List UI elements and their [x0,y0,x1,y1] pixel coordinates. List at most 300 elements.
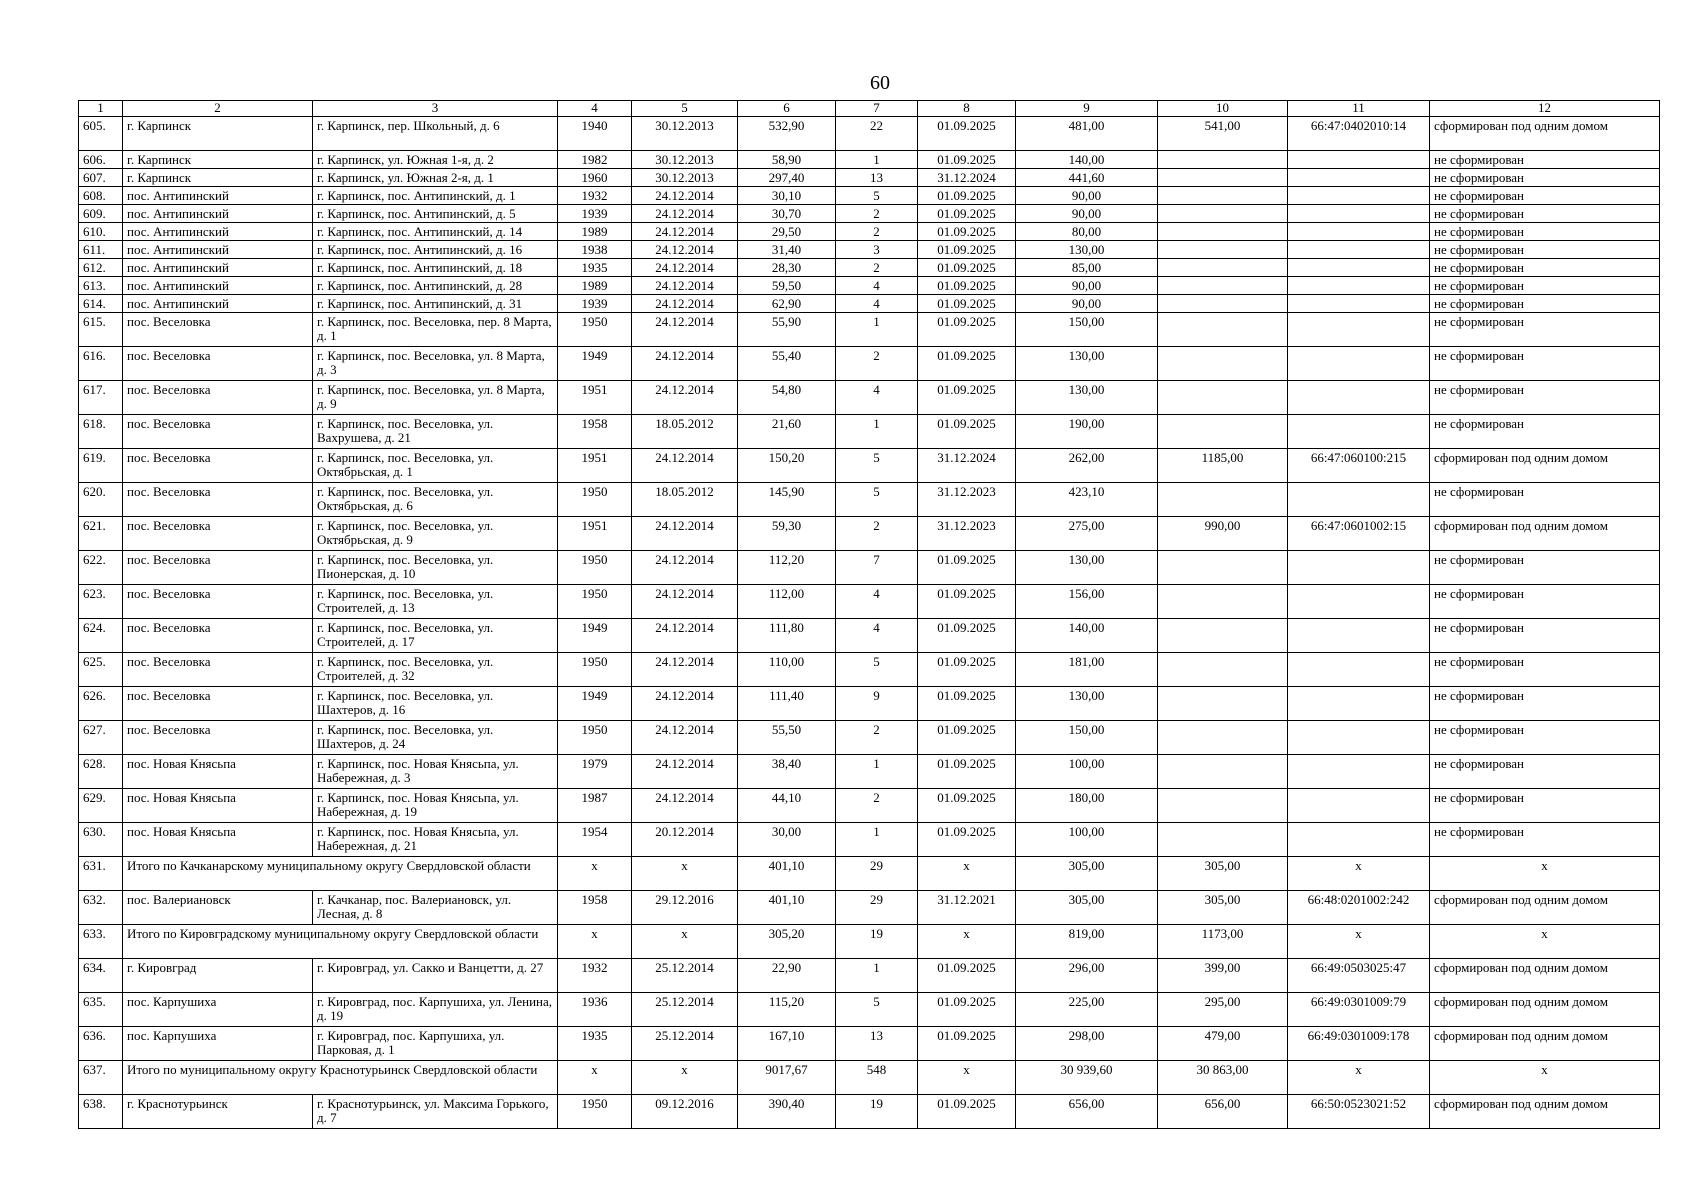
year-cell: 1951 [558,449,632,483]
area-cell: 112,20 [738,551,836,585]
deadline-cell: 01.09.2025 [918,823,1016,857]
residents-cell: 1 [836,755,918,789]
row-number-cell: 617. [79,381,123,415]
area-cell: 401,10 [738,857,836,891]
cadastral-number-cell: x [1288,925,1430,959]
row-number-cell: 607. [79,169,123,187]
cadastral-number-cell [1288,721,1430,755]
cadastral-number-cell [1288,381,1430,415]
value-col10-cell [1158,483,1288,517]
year-cell: 1936 [558,993,632,1027]
row-number-cell: 635. [79,993,123,1027]
area-cell: 297,40 [738,169,836,187]
column-header: 6 [738,101,836,117]
row-number-cell: 616. [79,347,123,381]
value-col9-cell: 130,00 [1016,381,1158,415]
address-cell: г. Карпинск, пос. Антипинский, д. 5 [313,205,558,223]
area-cell: 390,40 [738,1095,836,1129]
value-col10-cell: 305,00 [1158,891,1288,925]
value-col10-cell [1158,223,1288,241]
cadastral-number-cell: 66:47:060100:215 [1288,449,1430,483]
land-plot-status-cell: не сформирован [1430,169,1660,187]
residents-cell: 1 [836,313,918,347]
total-label-cell: Итого по Кировградскому муниципальному округу Свердловской области [123,925,558,959]
area-cell: 167,10 [738,1027,836,1061]
land-plot-status-cell: сформирован под одним домом [1430,449,1660,483]
deadline-cell: x [918,857,1016,891]
table-row [79,205,1660,223]
settlement-cell: пос. Веселовка [123,653,313,687]
land-plot-status-cell: не сформирован [1430,483,1660,517]
value-col10-cell [1158,619,1288,653]
value-col9-cell: 296,00 [1016,959,1158,993]
deadline-cell: 31.12.2021 [918,891,1016,925]
value-col10-cell [1158,241,1288,259]
settlement-cell: пос. Антипинский [123,187,313,205]
row-number-cell: 608. [79,187,123,205]
residents-cell: 2 [836,347,918,381]
residents-cell: 1 [836,823,918,857]
table-row [79,223,1660,241]
deadline-cell: 01.09.2025 [918,187,1016,205]
land-plot-status-cell: не сформирован [1430,415,1660,449]
year-cell: 1989 [558,277,632,295]
table-row [79,415,1660,449]
address-cell: г. Карпинск, пос. Антипинский, д. 28 [313,277,558,295]
settlement-cell: пос. Антипинский [123,259,313,277]
year-cell: 1939 [558,295,632,313]
year-cell: 1935 [558,259,632,277]
deadline-cell: 01.09.2025 [918,789,1016,823]
year-cell: 1932 [558,187,632,205]
cadastral-number-cell [1288,653,1430,687]
value-col10-cell [1158,313,1288,347]
value-col10-cell [1158,295,1288,313]
residents-cell: 5 [836,187,918,205]
deadline-cell: 01.09.2025 [918,151,1016,169]
table-row [79,241,1660,259]
area-cell: 29,50 [738,223,836,241]
address-cell: г. Карпинск, пос. Антипинский, д. 16 [313,241,558,259]
settlement-cell: пос. Веселовка [123,585,313,619]
value-col10-cell [1158,259,1288,277]
address-cell: г. Карпинск, пос. Веселовка, ул. Шахтеров, д. 24 [313,721,558,755]
residents-cell: 29 [836,891,918,925]
column-header: 11 [1288,101,1430,117]
land-plot-status-cell: сформирован под одним домом [1430,891,1660,925]
area-cell: 305,20 [738,925,836,959]
address-cell: г. Карпинск, ул. Южная 2-я, д. 1 [313,169,558,187]
row-number-cell: 638. [79,1095,123,1129]
area-cell: 111,80 [738,619,836,653]
deadline-cell: 01.09.2025 [918,687,1016,721]
year-cell: x [558,925,632,959]
row-number-cell: 629. [79,789,123,823]
column-header: 1 [79,101,123,117]
settlement-cell: пос. Веселовка [123,381,313,415]
deadline-cell: 01.09.2025 [918,295,1016,313]
value-col9-cell: 305,00 [1016,857,1158,891]
land-plot-status-cell: не сформирован [1430,653,1660,687]
date-cell: 24.12.2014 [632,259,738,277]
row-number-cell: 633. [79,925,123,959]
residents-cell: 9 [836,687,918,721]
row-number-cell: 623. [79,585,123,619]
date-cell: 30.12.2013 [632,117,738,151]
settlement-cell: г. Кировград [123,959,313,993]
land-plot-status-cell: не сформирован [1430,755,1660,789]
land-plot-status-cell: сформирован под одним домом [1430,1027,1660,1061]
cadastral-number-cell: x [1288,1061,1430,1095]
deadline-cell: 01.09.2025 [918,223,1016,241]
settlement-cell: пос. Веселовка [123,347,313,381]
date-cell: 24.12.2014 [632,687,738,721]
area-cell: 58,90 [738,151,836,169]
settlement-cell: пос. Антипинский [123,223,313,241]
settlement-cell: пос. Веселовка [123,415,313,449]
residents-cell: 19 [836,925,918,959]
residents-cell: 2 [836,223,918,241]
cadastral-number-cell: 66:49:0301009:79 [1288,993,1430,1027]
area-cell: 44,10 [738,789,836,823]
column-header: 2 [123,101,313,117]
area-cell: 55,90 [738,313,836,347]
settlement-cell: пос. Веселовка [123,551,313,585]
address-cell: г. Карпинск, пос. Веселовка, ул. Строителей, д. 13 [313,585,558,619]
deadline-cell: 31.12.2023 [918,517,1016,551]
land-plot-status-cell: не сформирован [1430,241,1660,259]
land-plot-status-cell: не сформирован [1430,347,1660,381]
date-cell: x [632,1061,738,1095]
year-cell: 1950 [558,313,632,347]
row-number-cell: 620. [79,483,123,517]
residents-cell: 4 [836,381,918,415]
settlement-cell: пос. Веселовка [123,687,313,721]
date-cell: 25.12.2014 [632,1027,738,1061]
area-cell: 532,90 [738,117,836,151]
deadline-cell: 01.09.2025 [918,205,1016,223]
address-cell: г. Карпинск, пос. Веселовка, ул. Октябрьская, д. 6 [313,483,558,517]
land-plot-status-cell: не сформирован [1430,259,1660,277]
deadline-cell: 01.09.2025 [918,755,1016,789]
table-row [79,585,1660,619]
year-cell: 1951 [558,381,632,415]
table-row [79,1095,1660,1129]
value-col9-cell: 275,00 [1016,517,1158,551]
area-cell: 30,00 [738,823,836,857]
date-cell: 24.12.2014 [632,551,738,585]
settlement-cell: г. Карпинск [123,151,313,169]
cadastral-number-cell [1288,347,1430,381]
deadline-cell: 01.09.2025 [918,1095,1016,1129]
row-number-cell: 634. [79,959,123,993]
year-cell: 1950 [558,551,632,585]
area-cell: 55,40 [738,347,836,381]
value-col10-cell [1158,823,1288,857]
cadastral-number-cell [1288,295,1430,313]
cadastral-number-cell [1288,223,1430,241]
column-header: 3 [313,101,558,117]
row-number-cell: 610. [79,223,123,241]
date-cell: x [632,857,738,891]
residents-cell: 2 [836,259,918,277]
table-row [79,653,1660,687]
table-row [79,891,1660,925]
value-col10-cell [1158,381,1288,415]
date-cell: 24.12.2014 [632,619,738,653]
settlement-cell: пос. Антипинский [123,205,313,223]
residents-cell: 4 [836,295,918,313]
value-col10-cell [1158,151,1288,169]
address-cell: г. Карпинск, пос. Веселовка, ул. Пионерская, д. 10 [313,551,558,585]
cadastral-number-cell: 66:49:0503025:47 [1288,959,1430,993]
value-col10-cell [1158,551,1288,585]
cadastral-number-cell [1288,687,1430,721]
date-cell: 24.12.2014 [632,653,738,687]
land-plot-status-cell: не сформирован [1430,205,1660,223]
table-row [79,483,1660,517]
table-row [79,1027,1660,1061]
residents-cell: 7 [836,551,918,585]
value-col10-cell [1158,187,1288,205]
settlement-cell: г. Карпинск [123,169,313,187]
cadastral-number-cell [1288,415,1430,449]
housing-register-table [78,100,1660,1129]
area-cell: 9017,67 [738,1061,836,1095]
row-number-cell: 614. [79,295,123,313]
date-cell: 24.12.2014 [632,517,738,551]
deadline-cell: 01.09.2025 [918,653,1016,687]
value-col10-cell [1158,721,1288,755]
settlement-cell: пос. Новая Княсьпа [123,789,313,823]
value-col9-cell: 656,00 [1016,1095,1158,1129]
column-header: 9 [1016,101,1158,117]
value-col10-cell: 295,00 [1158,993,1288,1027]
value-col9-cell: 130,00 [1016,241,1158,259]
residents-cell: 13 [836,1027,918,1061]
value-col9-cell: 30 939,60 [1016,1061,1158,1095]
value-col9-cell: 85,00 [1016,259,1158,277]
table-row [79,259,1660,277]
date-cell: 24.12.2014 [632,205,738,223]
value-col9-cell: 90,00 [1016,295,1158,313]
year-cell: 1989 [558,223,632,241]
address-cell: г. Кировград, пос. Карпушиха, ул. Парковая, д. 1 [313,1027,558,1061]
date-cell: 24.12.2014 [632,789,738,823]
address-cell: г. Карпинск, пос. Веселовка, ул. Октябрьская, д. 1 [313,449,558,483]
residents-cell: 4 [836,277,918,295]
address-cell: г. Карпинск, пос. Новая Княсьпа, ул. Набережная, д. 3 [313,755,558,789]
land-plot-status-cell: сформирован под одним домом [1430,1095,1660,1129]
land-plot-status-cell: не сформирован [1430,551,1660,585]
value-col9-cell: 90,00 [1016,277,1158,295]
deadline-cell: 01.09.2025 [918,1027,1016,1061]
land-plot-status-cell: не сформирован [1430,295,1660,313]
column-header: 4 [558,101,632,117]
date-cell: 29.12.2016 [632,891,738,925]
address-cell: г. Карпинск, пос. Веселовка, ул. Строителей, д. 17 [313,619,558,653]
residents-cell: 3 [836,241,918,259]
value-col9-cell: 150,00 [1016,721,1158,755]
table-row [79,789,1660,823]
value-col9-cell: 156,00 [1016,585,1158,619]
residents-cell: 22 [836,117,918,151]
residents-cell: 2 [836,517,918,551]
area-cell: 28,30 [738,259,836,277]
value-col10-cell [1158,789,1288,823]
area-cell: 111,40 [738,687,836,721]
date-cell: 18.05.2012 [632,483,738,517]
year-cell: 1950 [558,585,632,619]
value-col10-cell [1158,755,1288,789]
value-col9-cell: 181,00 [1016,653,1158,687]
table-row [79,347,1660,381]
table-body [79,117,1660,1129]
row-number-cell: 627. [79,721,123,755]
residents-cell: 548 [836,1061,918,1095]
settlement-cell: пос. Карпушиха [123,993,313,1027]
year-cell: 1950 [558,1095,632,1129]
settlement-cell: пос. Новая Княсьпа [123,823,313,857]
value-col9-cell: 140,00 [1016,619,1158,653]
value-col10-cell [1158,687,1288,721]
table-row [79,551,1660,585]
year-cell: 1935 [558,1027,632,1061]
value-col9-cell: 130,00 [1016,347,1158,381]
residents-cell: 1 [836,415,918,449]
land-plot-status-cell: x [1430,925,1660,959]
residents-cell: 4 [836,619,918,653]
value-col10-cell: 305,00 [1158,857,1288,891]
cadastral-number-cell [1288,551,1430,585]
deadline-cell: 01.09.2025 [918,313,1016,347]
area-cell: 38,40 [738,755,836,789]
settlement-cell: пос. Веселовка [123,517,313,551]
row-number-cell: 606. [79,151,123,169]
year-cell: 1979 [558,755,632,789]
row-number-cell: 628. [79,755,123,789]
value-col10-cell: 656,00 [1158,1095,1288,1129]
settlement-cell: пос. Веселовка [123,449,313,483]
date-cell: 24.12.2014 [632,277,738,295]
row-number-cell: 605. [79,117,123,151]
settlement-cell: г. Краснотурьинск [123,1095,313,1129]
column-header: 5 [632,101,738,117]
year-cell: 1939 [558,205,632,223]
table-row [79,295,1660,313]
address-cell: г. Карпинск, пос. Антипинский, д. 1 [313,187,558,205]
deadline-cell: 01.09.2025 [918,259,1016,277]
land-plot-status-cell: не сформирован [1430,721,1660,755]
address-cell: г. Карпинск, пос. Антипинский, д. 18 [313,259,558,277]
value-col9-cell: 100,00 [1016,755,1158,789]
table-row [79,517,1660,551]
total-row [79,925,1660,959]
row-number-cell: 636. [79,1027,123,1061]
row-number-cell: 613. [79,277,123,295]
address-cell: г. Кировград, ул. Сакко и Ванцетти, д. 27 [313,959,558,993]
area-cell: 150,20 [738,449,836,483]
address-cell: г. Карпинск, пос. Новая Княсьпа, ул. Набережная, д. 21 [313,823,558,857]
deadline-cell: 01.09.2025 [918,117,1016,151]
date-cell: 18.05.2012 [632,415,738,449]
year-cell: 1982 [558,151,632,169]
settlement-cell: г. Карпинск [123,117,313,151]
cadastral-number-cell [1288,619,1430,653]
year-cell: 1940 [558,117,632,151]
deadline-cell: 01.09.2025 [918,277,1016,295]
residents-cell: 19 [836,1095,918,1129]
address-cell: г. Карпинск, пос. Веселовка, ул. 8 Марта, д. 3 [313,347,558,381]
value-col9-cell: 305,00 [1016,891,1158,925]
address-cell: г. Карпинск, пос. Антипинский, д. 31 [313,295,558,313]
row-number-cell: 618. [79,415,123,449]
cadastral-number-cell: 66:50:0523021:52 [1288,1095,1430,1129]
total-label-cell: Итого по муниципальному округу Краснотурьинск Свердловской области [123,1061,558,1095]
value-col9-cell: 262,00 [1016,449,1158,483]
cadastral-number-cell [1288,187,1430,205]
date-cell: 24.12.2014 [632,721,738,755]
row-number-cell: 637. [79,1061,123,1095]
residents-cell: 5 [836,483,918,517]
table-row [79,823,1660,857]
settlement-cell: пос. Антипинский [123,241,313,259]
table-row [79,187,1660,205]
date-cell: 24.12.2014 [632,755,738,789]
residents-cell: 2 [836,205,918,223]
deadline-cell: 01.09.2025 [918,347,1016,381]
land-plot-status-cell: x [1430,857,1660,891]
value-col10-cell [1158,169,1288,187]
residents-cell: 5 [836,449,918,483]
land-plot-status-cell: не сформирован [1430,277,1660,295]
deadline-cell: 01.09.2025 [918,619,1016,653]
area-cell: 145,90 [738,483,836,517]
value-col10-cell: 399,00 [1158,959,1288,993]
value-col9-cell: 90,00 [1016,187,1158,205]
value-col10-cell: 30 863,00 [1158,1061,1288,1095]
area-cell: 55,50 [738,721,836,755]
address-cell: г. Краснотурьинск, ул. Максима Горького, д. 7 [313,1095,558,1129]
year-cell: 1958 [558,415,632,449]
table-row [79,721,1660,755]
residents-cell: 5 [836,653,918,687]
year-cell: 1958 [558,891,632,925]
value-col9-cell: 140,00 [1016,151,1158,169]
land-plot-status-cell: не сформирован [1430,223,1660,241]
cadastral-number-cell: 66:48:0201002:242 [1288,891,1430,925]
date-cell: 24.12.2014 [632,585,738,619]
date-cell: 20.12.2014 [632,823,738,857]
row-number-cell: 612. [79,259,123,277]
year-cell: 1987 [558,789,632,823]
address-cell: г. Карпинск, пос. Веселовка, пер. 8 Марта, д. 1 [313,313,558,347]
area-cell: 115,20 [738,993,836,1027]
value-col9-cell: 100,00 [1016,823,1158,857]
cadastral-number-cell [1288,259,1430,277]
residents-cell: 4 [836,585,918,619]
value-col9-cell: 819,00 [1016,925,1158,959]
area-cell: 22,90 [738,959,836,993]
row-number-cell: 609. [79,205,123,223]
land-plot-status-cell: сформирован под одним домом [1430,517,1660,551]
cadastral-number-cell [1288,483,1430,517]
land-plot-status-cell: не сформирован [1430,151,1660,169]
row-number-cell: 632. [79,891,123,925]
column-header: 10 [1158,101,1288,117]
row-number-cell: 621. [79,517,123,551]
cadastral-number-cell [1288,151,1430,169]
